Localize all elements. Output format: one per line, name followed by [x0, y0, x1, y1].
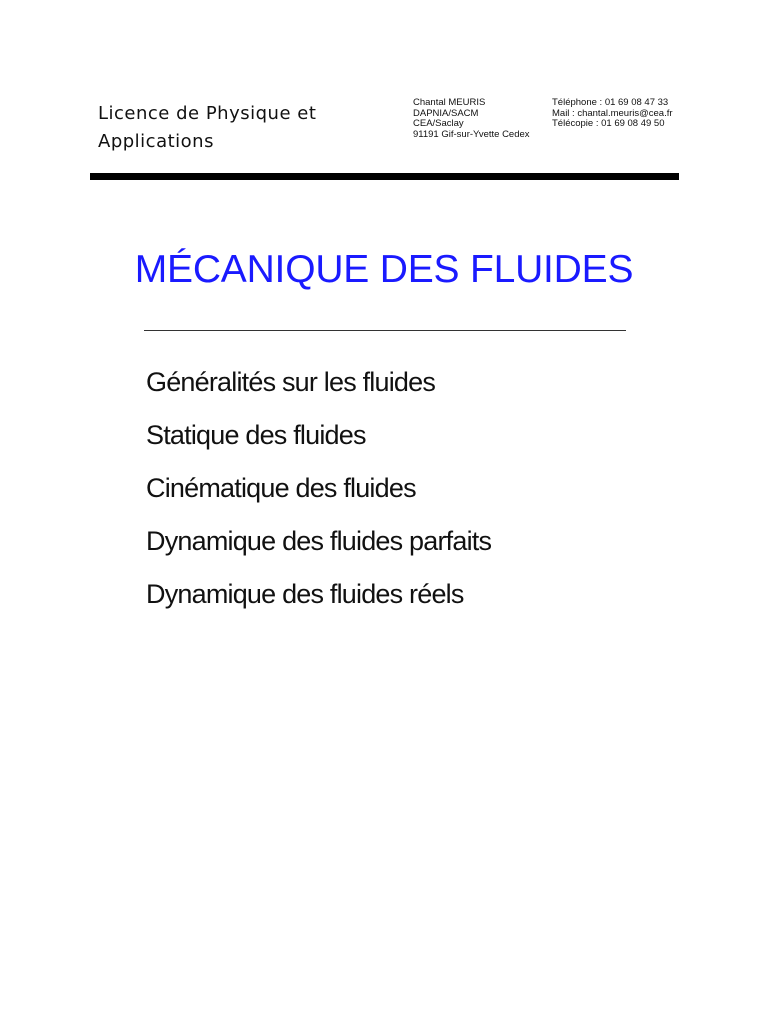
course-name-line-1: Licence de Physique et: [98, 103, 317, 124]
author-department: DAPNIA/SACM: [413, 107, 479, 119]
document-header: [0, 0, 768, 180]
course-name: [98, 100, 388, 156]
contact-phone: Téléphone : 01 69 08 47 33: [552, 97, 669, 108]
author-address: 91191 Gif-sur-Yvette Cedex: [413, 128, 530, 140]
contents-item-statics: Statique des fluides: [146, 420, 366, 450]
header-divider: [90, 173, 679, 180]
contact-mail: Mail : chantal.meuris@cea.fr: [552, 107, 673, 119]
course-name-line-2: Applications: [98, 131, 214, 152]
contents-list: [146, 362, 706, 627]
document-title: MÉCANIQUE DES FLUIDES: [134, 248, 634, 291]
title-divider: [144, 330, 626, 331]
contents-item-kinematics: Cinématique des fluides: [146, 473, 416, 503]
contents-item-real-fluid-dynamics: Dynamique des fluides réels: [146, 579, 464, 609]
contact-block: [552, 98, 692, 130]
contents-item-generalities: Généralités sur les fluides: [146, 367, 436, 397]
author-name: Chantal MEURIS: [413, 97, 486, 108]
author-block: [413, 98, 548, 140]
author-institute: CEA/Saclay: [413, 118, 464, 129]
contents-item-perfect-fluid-dynamics: Dynamique des fluides parfaits: [146, 526, 492, 556]
contact-fax: Télécopie : 01 69 08 49 50: [552, 118, 665, 129]
